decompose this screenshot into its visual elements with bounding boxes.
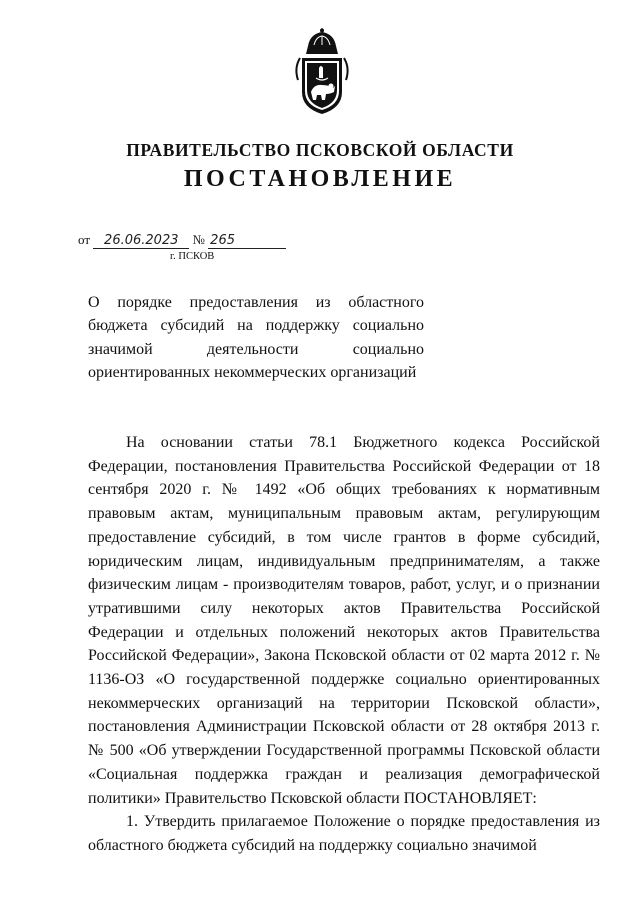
preamble-paragraph: На основании статьи 78.1 Бюджетного кодекса Российской Федерации, постановления Правительства Российской Федерации от 18 сентября 2020 г. № 1492 «Об общих требованиях к нормативным правовым актам, муниципальным правовым актам, регулирующим предоставление субсидий, в том числе грантов в форме субсидий, юридическим лицам, индивидуальным предпринимателям, а также физическим лицам - производителям товаров, работ, услуг, и о признании утратившими силу некоторых актов Правительства Российской Федерации и отдельных положений некоторых актов Правительства Российской Федерации», Закона Псковской области от 02 марта 2012 г. № 1136-ОЗ «О государственной поддержке социально ориентированных некоммерческих организаций на территории Псковской области», постановления Администрации Псковской области от 28 октября 2013 г. № 500 «Об утверждении Государственной программы Псковской области «Социальная поддержка граждан и реализация демографической политики» Правительство Псковской области ПОСТАНОВЛЯЕТ: <box>88 434 600 807</box>
subject-line: ориентированных некоммерческих организаций <box>88 364 417 382</box>
document-body <box>88 431 600 858</box>
coat-of-arms-icon <box>292 28 352 116</box>
city-label: г. ПСКОВ <box>170 251 215 262</box>
document-number: 265 <box>208 234 286 249</box>
subject-line: бюджета субсидий на поддержку социально <box>88 317 424 335</box>
subject-line: О порядке предоставления из областного <box>88 294 424 311</box>
date-prefix: от <box>78 232 91 247</box>
subject-line: значимой деятельности социально <box>88 340 424 358</box>
date-number-line <box>78 232 286 249</box>
number-label: № <box>192 232 205 247</box>
document-subject <box>88 291 424 385</box>
document-date: 26.06.2023 <box>93 234 189 249</box>
clause-1-paragraph: 1. Утвердить прилагаемое Положение о порядке предоставления из областного бюджета субсидий на поддержку социально значимой <box>88 813 600 854</box>
government-name: ПРАВИТЕЛЬСТВО ПСКОВСКОЙ ОБЛАСТИ <box>126 140 514 160</box>
document-type-title: ПОСТАНОВЛЕНИЕ <box>183 166 457 192</box>
